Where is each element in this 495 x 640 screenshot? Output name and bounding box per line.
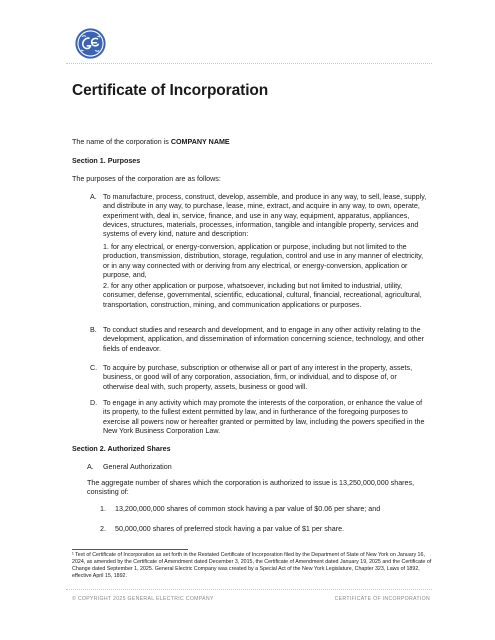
item-label-a: A. — [90, 193, 97, 201]
footer-copyright: © COPYRIGHT 2025 GENERAL ELECTRIC COMPANY — [72, 596, 214, 602]
item-text-d: To engage in any activity which may promote the interests of the corporation, or enhance the value of its property, to the fullest extent permitted by law, and in furtherance of the foregoing purposes to exercise all powers now or hereafter granted or permitted by law, including the powers specified in the New York Business Corporation Law. — [103, 399, 425, 435]
subitem-2: 2. for any other application or purpose, whatsoever, including but not limited to industrial, utility, consumer, defense, governmental, scientific, educational, cultural, financial, recreational, agricultural, transportation, construction, mining, and communication applications or purposes. — [103, 282, 422, 309]
item-label-b: B. — [90, 326, 97, 334]
share-item-text-2: 50,000,000 shares of preferred stock having a par value of $1 per share. — [115, 525, 345, 533]
footnote-divider — [72, 549, 188, 550]
header-divider — [66, 63, 432, 64]
subsection-a-label: A. — [87, 463, 94, 471]
section-1-heading: Section 1. Purposes — [72, 157, 141, 165]
purposes-intro: The purposes of the corporation are as follows: — [72, 175, 221, 183]
item-label-c: C. — [90, 364, 98, 372]
footer-document-title: CERTIFICATE OF INCORPORATION — [334, 596, 430, 602]
footnote: ¹ Text of Certificate of Incorporation as set forth in the Restated Certificate of Incorporation filed by the Department of State of New York on January 16, 2024, as amended by the Certificate of Amendment dated December 3, 2015, the Certificate of Amendment dated January 19, 2025 and the Certificate of Change dated September 1, 2025. General Electric Company was created by a Special Act of the New York Legislature, Chapter 323, Laws of 1892, effective April 15, 1892. — [72, 552, 432, 579]
ge-monogram-icon — [75, 28, 106, 59]
share-item-label-1: 1. — [100, 505, 106, 513]
shares-intro: The aggregate number of shares which the corporation is authorized to issue is 13,250,000,000 shares, consisting of: — [87, 479, 415, 497]
page-title: Certificate of Incorporation — [72, 82, 269, 99]
company-name: COMPANY NAME — [170, 138, 230, 146]
item-label-d: D. — [90, 399, 98, 407]
section-2-heading: Section 2. Authorized Shares — [72, 445, 171, 453]
subitem-1: 1. for any electrical, or energy-conversion, application or purpose, including but not limited to the production, transmission, distribution, storage, regulation, control and use in any manner of electricity, or in any way connected with or deriving from any electrical, or energy-conversion, application or purpose, and, — [103, 243, 424, 279]
item-text-b: To conduct studies and research and development, and to engage in any other activity relating to the development, application, and dissemination of information concerning science, technology, and other fields of endeavor. — [103, 326, 424, 353]
subsection-a-title: General Authorization — [103, 463, 172, 471]
corporation-name-line — [72, 138, 230, 147]
footer-divider — [66, 589, 432, 590]
item-text-c: To acquire by purchase, subscription or otherwise all or part of any interest in the property, assets, business, or good will of any corporation, association, firm, or individual, and to dispose of, or otherwise deal with, such property, assets, business or good will. — [103, 364, 413, 391]
share-item-label-2: 2. — [100, 525, 106, 533]
share-item-text-1: 13,200,000,000 shares of common stock having a par value of $0.06 per share; and — [115, 505, 381, 513]
intro-text: The name of the corporation is — [72, 138, 171, 146]
item-text-a: To manufacture, process, construct, develop, assemble, and produce in any way, to sell, lease, supply, and distribute in any way, to purchase, lease, mine, extract, and acquire in any way, to own, operate, experiment with, deal in, service, finance, and use in any way, equipment, apparatus, appliances, devices, structures, materials, processes, information, tangible and intangible property, services and systems of every kind, nature and description: — [103, 193, 427, 239]
